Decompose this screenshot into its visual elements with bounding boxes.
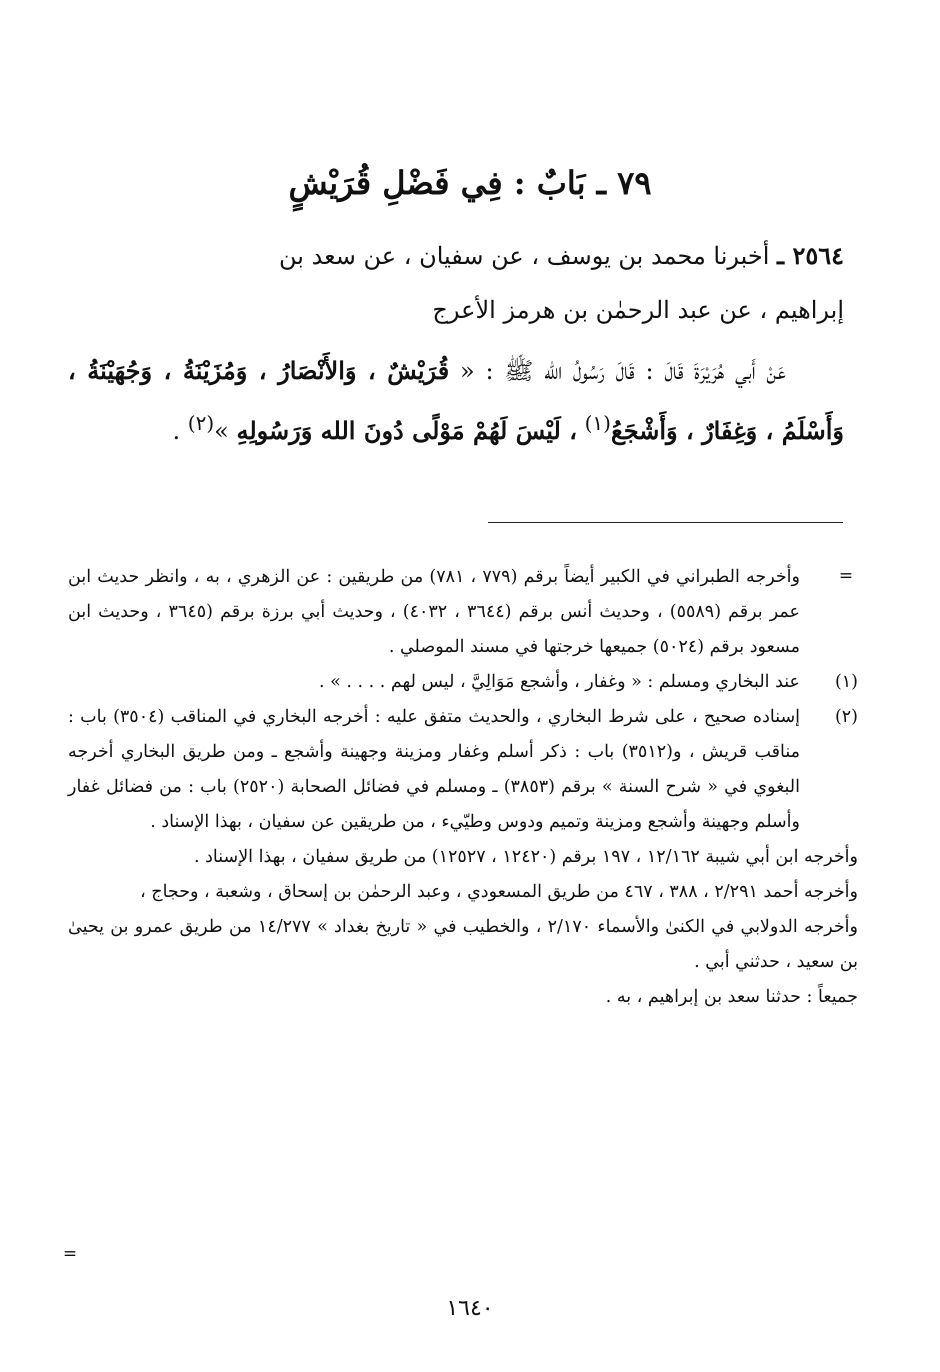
footnote-continued (68, 560, 858, 665)
footnote-2 (68, 700, 858, 840)
footnote-1-marker: (١) (834, 672, 858, 692)
hadith-number: ٢٥٦٤ ـ (777, 241, 844, 270)
footnote-2-para5: جميعاً : حدثنا سعد بن إبراهيم ، به . (605, 987, 858, 1007)
hadith-isnad-line1 (68, 232, 844, 280)
continuation-mark-top: = (838, 566, 854, 586)
footnote-2-para2: وأخرجه ابن أبي شيبة ١٢/١٦٢ ، ١٩٧ برقم (١٢٤٢٠ ، ١٢٥٢٧) من طريق سفيان ، بهذا الإسناد . (194, 847, 858, 867)
footnote-divider (488, 522, 843, 523)
hadith-matn (68, 345, 844, 457)
page-number: ١٦٤٠ (446, 1296, 494, 1321)
footnote-1-text: عند البخاري ومسلم : « وغفار ، وأشجع مَوَالِيَّ ، ليس لهم . . . . » . (318, 672, 800, 692)
matn-body: قُرَيْشٌ ، وَالأَنْصَارُ ، وَمُزَيْنَةُ ، وَجُهَيْنَةُ ، وَأَسْلَمُ ، وَغِفَارٌ ، وَأَشْجَعُ (68, 356, 844, 445)
matn-close: » (214, 417, 229, 445)
matn-intro: عَنْ أَبي هُرَيْرَةَ قَالَ : قَالَ رَسُولُ الله ﷺ : « (460, 357, 786, 385)
hadith-isnad-line2: إبراهيم ، عن عبد الرحمٰن بن هرمز الأعرج (432, 296, 844, 324)
footnote-ref-1: (١) (584, 411, 611, 435)
footnote-1 (68, 665, 858, 700)
footnote-2-text: إسناده صحيح ، على شرط البخاري ، والحديث متفق عليه : أخرجه البخاري في المناقب (٣٥٠٤) باب : مناقب قريش ، و(٣٥١٢) باب : ذكر أسلم وغفار ومزينة وجهينة وأشجع ـ ومن طريق البخاري أخرجه البغوي في « شرح السنة » برقم (٣٨٥٣) ـ ومسلم في فضائل الصحابة (٢٥٢٠) باب : من فضائل غفار وأسلم وجهينة وأشجع ومزينة وتميم ودوس وطيّيء ، من طريقين عن سفيان ، بهذا الإسناد . (68, 707, 800, 832)
footnotes (68, 560, 858, 1015)
footnote-2-marker: (٢) (834, 707, 858, 727)
continuation-mark-bottom: = (62, 1244, 78, 1264)
chapter-title: ٧٩ ـ بَابٌ : فِي فَضْلِ قُرَيْشٍ (288, 164, 652, 202)
footnote-2-para4: وأخرجه الدولابي في الكنىٰ والأسماء ٢/١٧٠ ، والخطيب في « تاريخ بغداد » ١٤/٢٧٧ من طريق عمرو بن يحيىٰ بن سعيد ، حدثني أبي . (68, 917, 858, 972)
footnote-2-para3: وأخرجه أحمد ٢/٢٩١ ، ٣٨٨ ، ٤٦٧ من طريق المسعودي ، وعبد الرحمٰن بن إسحاق ، وشعبة ، وحجاج ، (140, 882, 858, 902)
matn-end: . (172, 417, 181, 445)
footnote-continued-text: وأخرجه الطبراني في الكبير أيضاً برقم (٧٧٩ ، ٧٨١) من طريقين : عن الزهري ، به ، وانظر حديث ابن عمر برقم (٥٥٨٩) ، وحديث أنس برقم (٣٦٤٤ ، ٤٠٣٢) ، وحديث أبي برزة برقم (٣٦٤٥ ، وحديث ابن مسعود برقم (٥٠٢٤) جميعها خرجتها في مسند الموصلي . (68, 567, 800, 657)
footnote-ref-2: (٢) (187, 411, 215, 435)
matn-body-2: ، لَيْسَ لَهُمْ مَوْلًى دُونَ الله وَرَسُولِهِ (236, 416, 577, 445)
isnad-text-1: أخبرنا محمد بن يوسف ، عن سفيان ، عن سعد بن (279, 242, 770, 270)
